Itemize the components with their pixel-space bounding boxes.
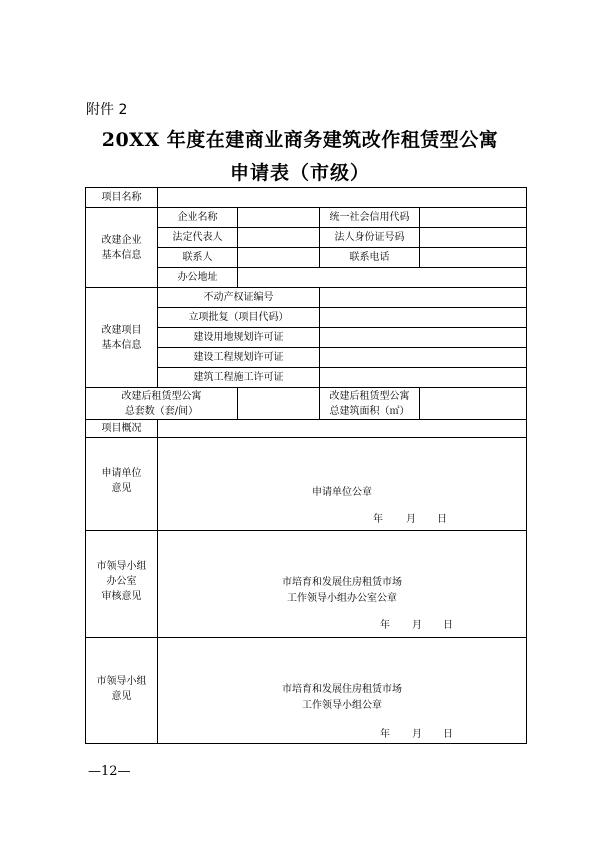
legal-rep-label: 法定代表人 [158, 228, 238, 248]
company-section-label: 改建企业 基本信息 [86, 208, 158, 288]
group-date-day: 日 [443, 729, 453, 740]
applicant-opinion-field[interactable] [158, 438, 527, 531]
applicant-date-month: 月 [406, 514, 416, 525]
construction-permit-field[interactable] [320, 368, 527, 388]
land-permit-label: 建设用地规划许可证 [158, 328, 320, 348]
total-area-field[interactable] [420, 388, 527, 420]
group-opinion-label: 市领导小组 意见 [86, 638, 158, 744]
form-title-line2: 申请表（市级） [229, 162, 370, 184]
office-opinion-label: 市领导小组 办公室 审核意见 [86, 531, 158, 638]
office-address-field[interactable] [238, 268, 527, 288]
contact-field[interactable] [238, 248, 320, 268]
office-opinion-field[interactable] [158, 531, 527, 638]
overview-field[interactable] [158, 420, 527, 438]
application-form-table [85, 187, 527, 744]
legal-rep-field[interactable] [238, 228, 320, 248]
office-address-label: 办公地址 [158, 268, 238, 288]
phone-label: 联系电话 [320, 248, 420, 268]
contact-label: 联系人 [158, 248, 238, 268]
company-name-field[interactable] [238, 208, 320, 228]
applicant-opinion-label: 申请单位 意见 [86, 438, 158, 531]
project-approval-label: 立项批复（项目代码） [158, 308, 320, 328]
group-opinion-field[interactable] [158, 638, 527, 744]
group-date-month: 月 [412, 729, 422, 740]
office-seal-text: 市培育和发展住房租赁市场 工作领导小组办公室公章 [282, 577, 403, 604]
group-date-year: 年 [380, 729, 390, 740]
applicant-seal-text: 申请单位公章 [312, 487, 373, 498]
total-units-field[interactable] [238, 388, 320, 420]
project-approval-field[interactable] [320, 308, 527, 328]
phone-field[interactable] [420, 248, 527, 268]
office-date-month: 月 [412, 620, 422, 631]
legal-id-label: 法人身份证号码 [320, 228, 420, 248]
total-area-label: 改建后租赁型公寓 总建筑面积（㎡） [320, 388, 420, 420]
office-date-day: 日 [443, 620, 453, 631]
page-number: —12— [88, 764, 131, 779]
land-permit-field[interactable] [320, 328, 527, 348]
total-units-label: 改建后租赁型公寓 总套数（套/间） [86, 388, 238, 420]
construction-permit-label: 建筑工程施工许可证 [158, 368, 320, 388]
property-cert-label: 不动产权证编号 [158, 288, 320, 308]
credit-code-field[interactable] [420, 208, 527, 228]
overview-label: 项目概况 [86, 420, 158, 438]
credit-code-label: 统一社会信用代码 [320, 208, 420, 228]
legal-id-field[interactable] [420, 228, 527, 248]
office-date-year: 年 [380, 620, 390, 631]
engineering-permit-field[interactable] [320, 348, 527, 368]
applicant-date-day: 日 [437, 514, 447, 525]
project-name-field[interactable] [158, 188, 527, 208]
engineering-permit-label: 建设工程规划许可证 [158, 348, 320, 368]
group-seal-text: 市培育和发展住房租赁市场 工作领导小组公章 [282, 684, 403, 711]
property-cert-field[interactable] [320, 288, 527, 308]
form-title-line1: 20XX 年度在建商业商务建筑改作租赁型公寓 [101, 129, 499, 151]
project-section-label: 改建项目 基本信息 [86, 288, 158, 388]
project-name-label: 项目名称 [86, 188, 158, 208]
company-name-label: 企业名称 [158, 208, 238, 228]
applicant-date-year: 年 [373, 514, 383, 525]
attachment-label: 附件 2 [86, 102, 128, 118]
